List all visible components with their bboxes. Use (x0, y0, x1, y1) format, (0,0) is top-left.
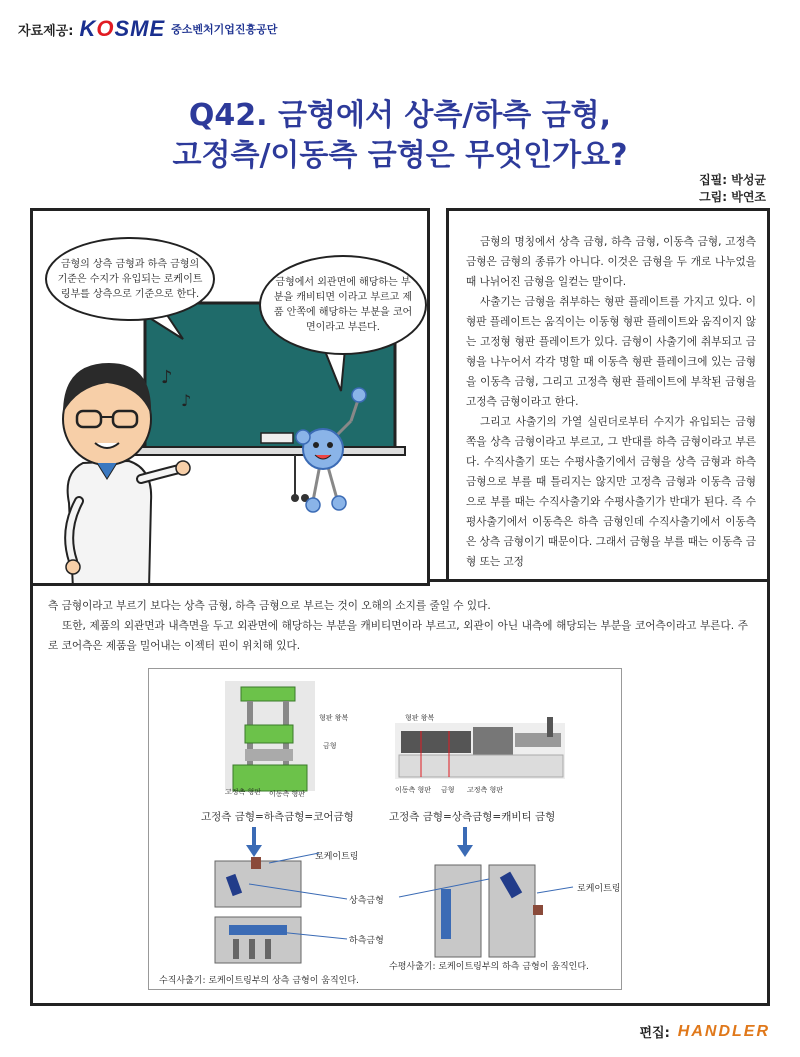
bubble-text-teacher: 금형의 상측 금형과 하측 금형의 기준은 수지가 유입되는 로케이트링부를 상측으로 기준으로 한다. (57, 258, 203, 300)
speech-bubble-mascot (259, 255, 427, 355)
org-name: 중소벤처기업진흥공단 (171, 23, 278, 36)
source-credit (18, 16, 277, 42)
lower-mold-label: 하측금형 (349, 936, 384, 946)
cartoon-panel (30, 208, 430, 586)
horizontal-mold-diagram (435, 865, 543, 957)
horizontal-machine-photo (395, 717, 565, 779)
paragraph-3-top: 그리고 사출기의 가열 실린더로부터 수지가 유입되는 금형쪽을 상측 금형이라고 부르고, 그 반대를 하측 금형이라고 부른다. 수직사출기 또는 수평사출기에서 금형을 상측 금형과 하측 금형으로 부를 때 틀리지는 않지만 고정측 금형과 이동측 금형으로 부를 때는 수직사출기와 수평사출기가 반대가 된다. 즉 수평사출기에서 이동측은 하측 금형인데 수직사출기에서 이동측은 상측 금형이기 때문이다. 그래서 금형을 부를 때는 이동측 금형 또는 고정 (466, 416, 756, 568)
handler-logo: HANDLER (677, 1022, 770, 1040)
title-line-2: 고정측/이동측 금형은 무엇인가요? (172, 138, 628, 173)
locate-ring-right-label: 로케이트링 (577, 884, 621, 894)
bubble-text-mascot: 금형에서 외관면에 해당하는 부분을 캐비티면 이라고 부르고 제품 안쪽에 해당하는 부분을 코어면이라고 부른다. (273, 277, 413, 333)
caption-horizontal: 수평사출기: 로케이트링부의 하측 금형이 움직인다. (389, 962, 589, 972)
vertical-mold-diagram (215, 857, 301, 963)
caption-vertical: 수직사출기: 로케이트링부의 상측 금형이 움직인다. (159, 976, 359, 986)
left-moving-label: 이동측 형판 (269, 790, 306, 798)
paragraph-4: 또한, 제품의 외관면과 내측면을 두고 외관면에 해당하는 부분을 캐비티면이라 부르고, 외관이 아닌 내측에 해당되는 부분을 코어측이라고 부른다. 주로 코어측은 제품을 밀어내는 이젝터 핀이 위치해 있다. (48, 620, 748, 652)
title-line-1: Q42. 금형에서 상측/하측 금형, (188, 98, 612, 133)
paragraph-2: 사출기는 금형을 취부하는 형판 플레이트를 가지고 있다. 이 형판 플레이트는 움직이는 이동형 형판 플레이트와 움직이지 않는 고정형 형판 플레이트가 있다. 금형이 사출기에 취부되고 금형을 나누어서 각각 명할 때 이동측 형판 플레이크에 있는 금형을 이동측 금형, 그리고 고정측 형판 플레이트에 부착된 금형을 고정측 금형이라고 한다. (466, 296, 756, 408)
illustrator-credit: 그림: 박연조 (699, 190, 766, 204)
source-label: 자료제공: (18, 23, 74, 39)
left-plate-label: 형판 왕복 (319, 714, 349, 722)
article-text-bottom (48, 596, 748, 656)
right-moving-label: 이동측 형판 (395, 786, 432, 794)
left-equation: 고정측 금형=하측금형=코어금형 (201, 811, 354, 823)
svg-text:♪: ♪ (181, 391, 192, 410)
right-equation: 고정측 금형=상측금형=캐비티 금형 (389, 811, 556, 823)
right-mold-label: 금형 (441, 786, 455, 794)
paragraph-3-bottom: 측 금형이라고 부르기 보다는 상측 금형, 하측 금형으로 부르는 것이 오해의 소지를 줄일 수 있다. (48, 600, 491, 612)
page-title (0, 96, 800, 176)
left-fixed-label: 고정측 형판 (225, 788, 262, 796)
left-mold-label: 금형 (323, 742, 337, 750)
editor-label: 편집: (639, 1026, 670, 1041)
right-plate-label: 형판 왕복 (405, 714, 435, 722)
vertical-machine-photo (225, 681, 315, 791)
upper-mold-label: 상측금형 (349, 896, 384, 906)
figure-illustration (149, 669, 623, 991)
writer-credit: 집필: 박성균 (699, 173, 766, 187)
right-fixed-label: 고정측 형판 (467, 786, 504, 794)
svg-text:♪: ♪ (161, 367, 173, 388)
author-credits (699, 172, 766, 206)
kosme-logo: KOSME (79, 16, 166, 41)
paragraph-1: 금형의 명칭에서 상측 금형, 하측 금형, 이동측 금형, 고정측 금형은 금형의 종류가 아니다. 이것은 금형을 두 개로 나누었을 때 나뉘어진 금형을 일컫는 말이다. (466, 236, 756, 288)
speech-bubble-teacher (45, 237, 215, 321)
editor-credit (639, 1022, 770, 1041)
article-text-top (466, 232, 756, 572)
mold-diagram-figure (148, 668, 622, 990)
locate-ring-left-label: 로케이트링 (315, 852, 359, 862)
